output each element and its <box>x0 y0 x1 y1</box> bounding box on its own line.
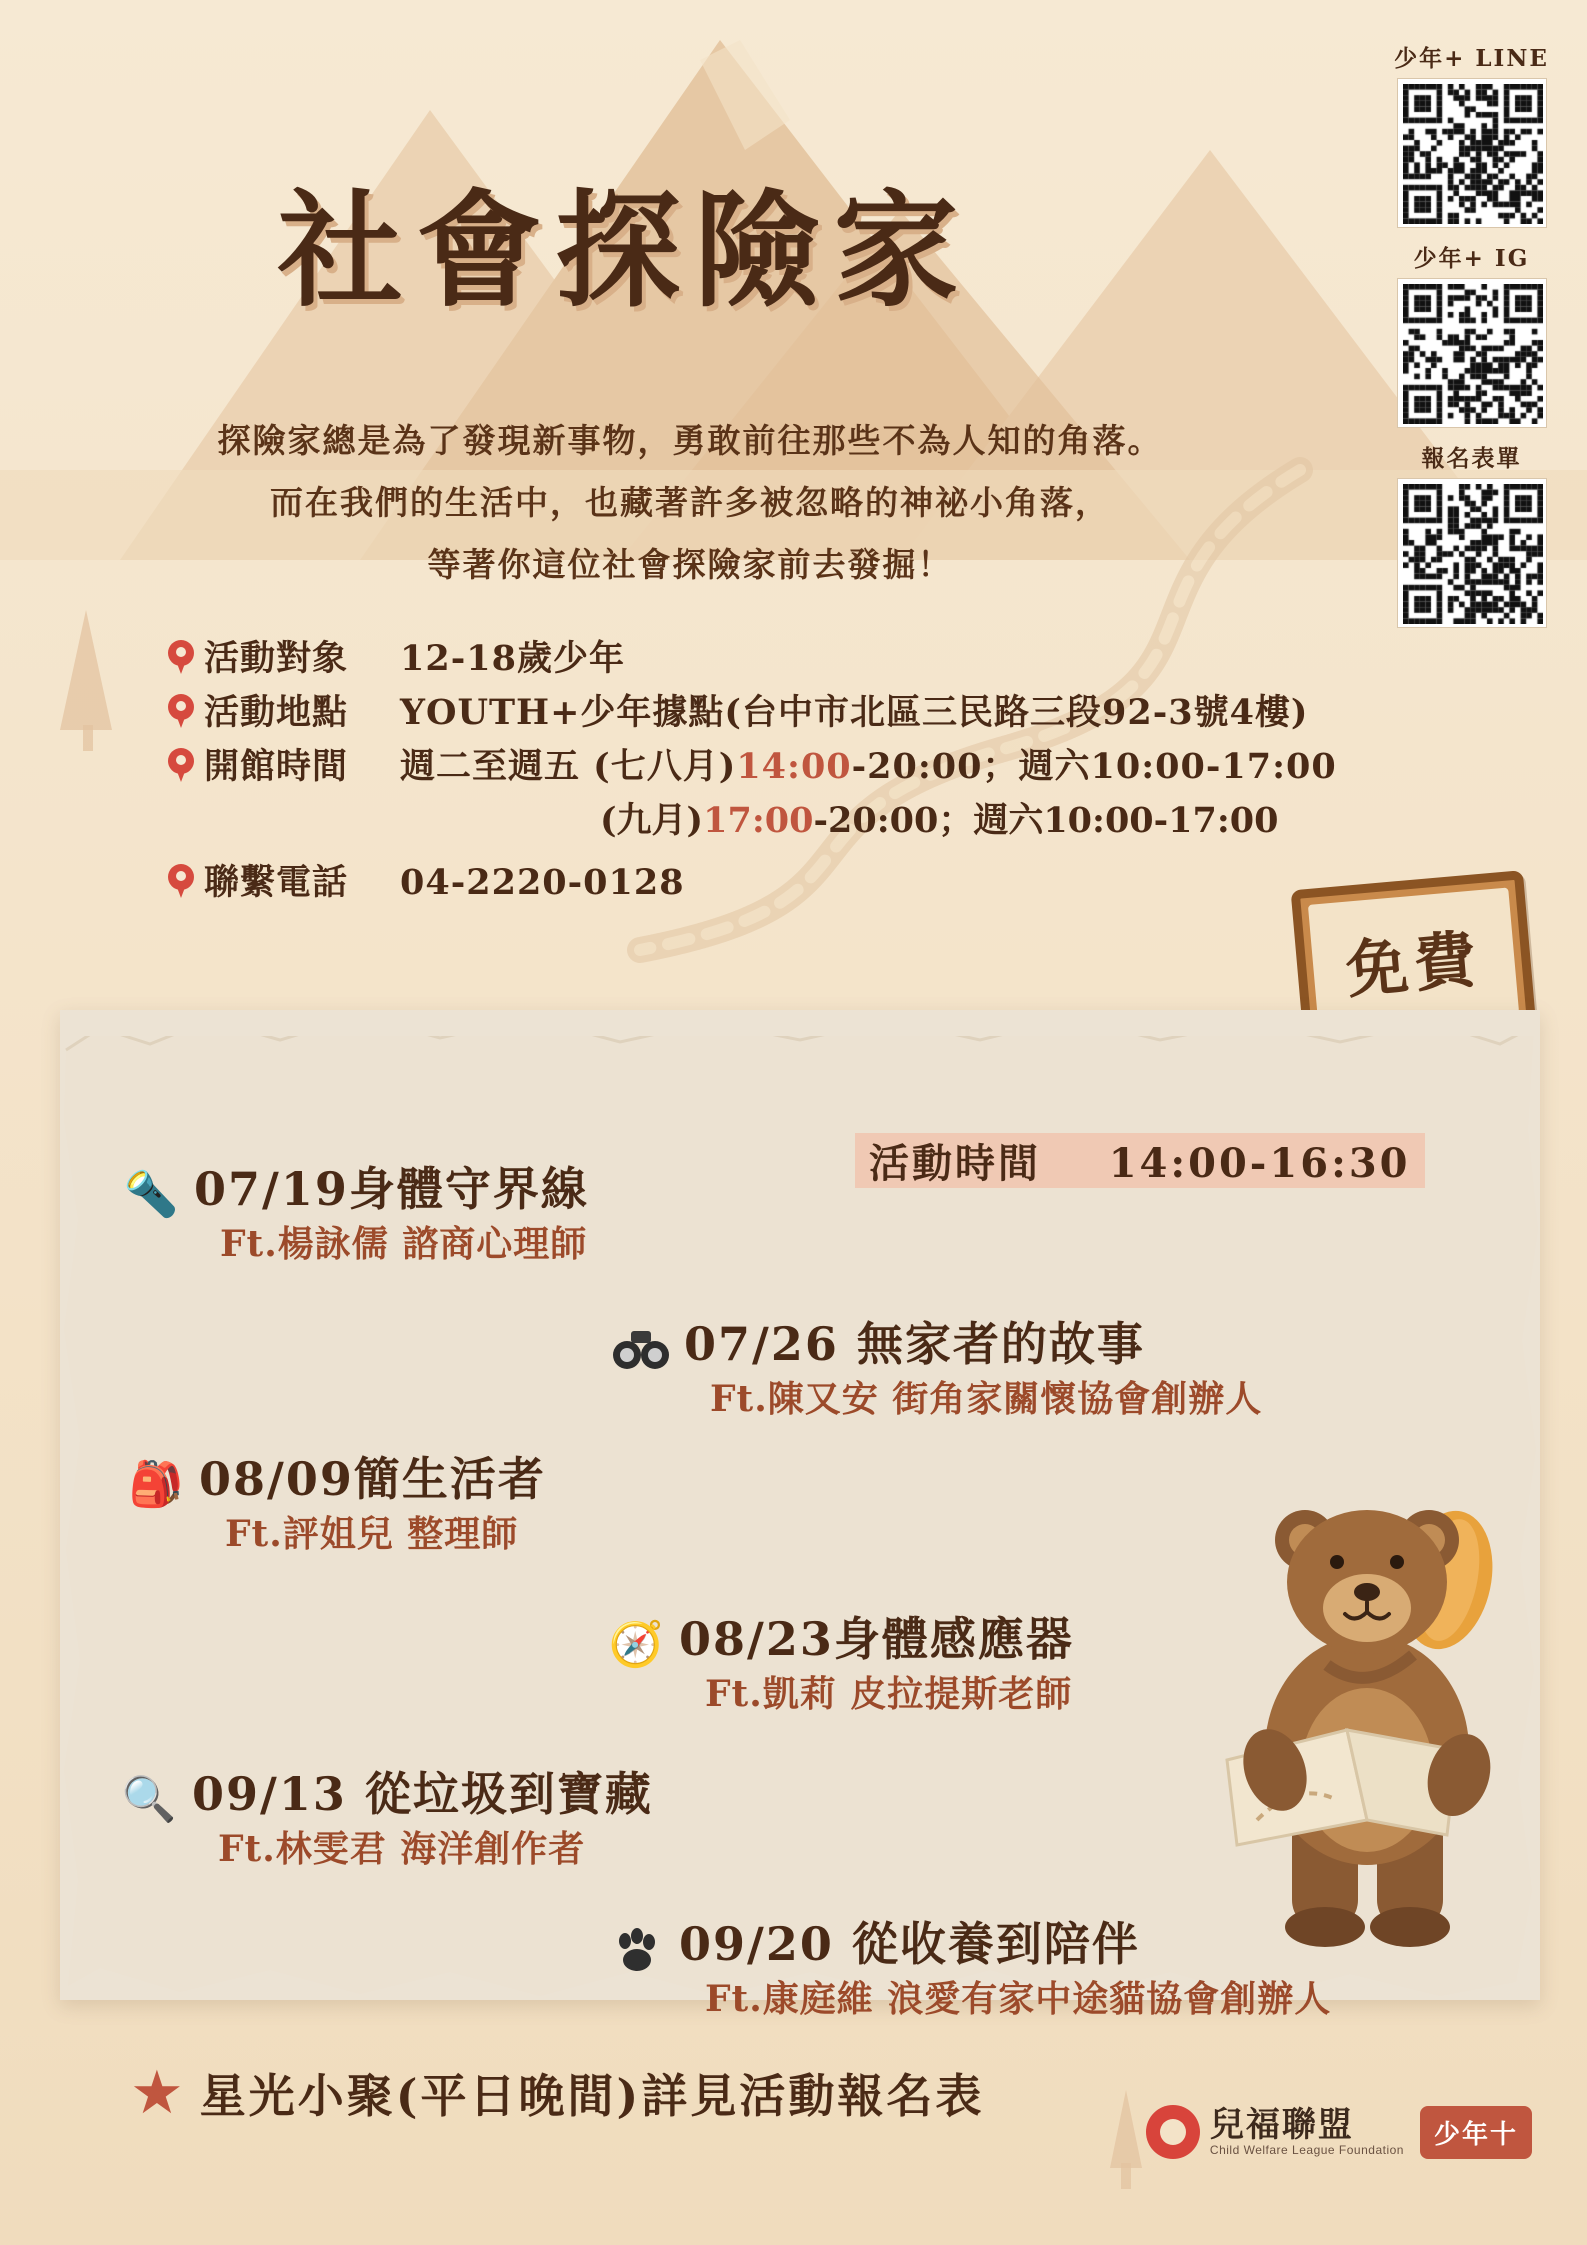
hours-sep-suffix: -20:00；週六10:00-17:00 <box>813 800 1279 841</box>
session-date: 09/20 <box>679 1917 834 1971</box>
footnote-text: 星光小聚(平日晚間)詳見活動報名表 <box>199 2069 985 2123</box>
qr-label-ig: 少年+ IG <box>1413 245 1530 272</box>
intro-line-3: 等著你這位社會探險家前去發掘！ <box>427 545 953 584</box>
session-speaker: Ft.凱莉 皮拉提斯老師 <box>705 1673 1073 1715</box>
info-label-venue: 活動地點 <box>204 692 349 733</box>
qr-label-form: 報名表單 <box>1421 445 1522 472</box>
hours-prefix: 週二至週五 (七八月) <box>400 746 737 787</box>
cwlf-name-en: Child Welfare League Foundation <box>1209 2143 1404 2157</box>
info-value-venue: YOUTH+少年據點(台中市北區三民路三段92-3號4樓) <box>400 692 1309 733</box>
magnifier-icon: 🔍 <box>121 1775 177 1824</box>
session-item <box>610 1315 1262 1425</box>
location-pin-icon <box>168 694 194 730</box>
qr-code-icon[interactable] <box>1397 78 1547 228</box>
intro-line-2: 而在我們的生活中，也藏著許多被忽略的神祕小角落， <box>270 483 1110 522</box>
session-name: 身體感應器 <box>833 1612 1074 1666</box>
youth-plus-badge: 少年十 <box>1420 2106 1532 2159</box>
page-title: 社會探險家 <box>277 178 973 324</box>
qr-block-ig[interactable] <box>1384 240 1559 428</box>
session-name: 無家者的故事 <box>856 1317 1145 1371</box>
session-title <box>199 1452 546 1506</box>
session-date: 09/13 <box>192 1767 347 1821</box>
cwlf-name: 兒福聯盟 <box>1209 2105 1354 2145</box>
session-date: 07/19 <box>194 1162 349 1216</box>
session-item <box>120 1160 589 1270</box>
session-date: 08/09 <box>199 1452 354 1506</box>
hours-suffix: -20:00；週六10:00-17:00 <box>851 746 1337 787</box>
footer-logos <box>1146 2105 1532 2159</box>
session-name: 身體守界線 <box>348 1162 589 1216</box>
cwlf-mark-icon <box>1146 2105 1200 2159</box>
location-pin-icon <box>168 640 194 676</box>
info-row-audience <box>168 632 1498 686</box>
location-pin-icon <box>168 864 194 900</box>
hours-highlight: 14:00 <box>736 746 852 787</box>
tree-icon <box>1110 2090 1142 2168</box>
session-title <box>684 1317 1145 1371</box>
star-icon: ★ <box>130 2059 184 2126</box>
info-list <box>168 632 1498 910</box>
location-pin-icon <box>168 748 194 784</box>
qr-block-line[interactable] <box>1384 40 1559 228</box>
session-speaker: Ft.陳又安 街角家關懷協會創辦人 <box>710 1378 1263 1420</box>
session-title <box>194 1162 589 1216</box>
session-name: 簡生活者 <box>353 1452 546 1506</box>
footnote <box>130 2060 984 2126</box>
info-row-hours-september <box>600 794 1498 848</box>
intro-paragraph <box>100 410 1280 596</box>
session-speaker: Ft.評姐兒 整理師 <box>225 1513 519 1555</box>
paw-print-icon <box>605 1919 667 1981</box>
tree-icon <box>60 610 112 730</box>
free-label: 免費 <box>1308 887 1519 1030</box>
info-label-hours: 開館時間 <box>204 746 349 787</box>
session-item <box>125 1450 546 1560</box>
intro-line-1: 探險家總是為了發現新事物，勇敢前往那些不為人知的角落。 <box>217 421 1163 460</box>
session-title <box>679 1612 1074 1666</box>
flashlight-icon: 🔦 <box>123 1170 179 1219</box>
hours-sep-prefix: (九月) <box>600 800 704 841</box>
info-label-audience: 活動對象 <box>204 638 349 679</box>
session-date: 07/26 <box>684 1317 839 1371</box>
event-time-banner <box>855 1128 1425 1193</box>
session-name: 從垃圾到寶藏 <box>364 1767 653 1821</box>
qr-block-form[interactable] <box>1384 440 1559 628</box>
hours-sep-highlight: 17:00 <box>703 800 814 841</box>
qr-panel <box>1384 40 1559 640</box>
compass-icon: 🧭 <box>608 1620 664 1669</box>
backpack-icon: 🎒 <box>128 1460 184 1509</box>
qr-code-icon[interactable] <box>1397 278 1547 428</box>
info-value-hours <box>400 740 1498 794</box>
info-value-phone: 04-2220-0128 <box>400 862 685 903</box>
session-speaker: Ft.林雯君 海洋創作者 <box>218 1828 586 1870</box>
session-title <box>679 1917 1140 1971</box>
info-value-audience: 12-18歲少年 <box>400 638 625 679</box>
qr-code-icon[interactable] <box>1397 478 1547 628</box>
session-speaker: Ft.楊詠儒 諮商心理師 <box>220 1223 588 1265</box>
bear-illustration <box>1197 1430 1537 1950</box>
event-time-value: 14:00-16:30 <box>1108 1140 1411 1187</box>
tree-trunk <box>83 725 93 751</box>
session-speaker: Ft.康庭維 浪愛有家中途貓協會創辦人 <box>705 1978 1332 2020</box>
event-time-label: 活動時間 <box>869 1140 1041 1187</box>
info-row-venue <box>168 686 1498 740</box>
session-name: 從收養到陪伴 <box>851 1917 1140 1971</box>
tree-trunk <box>1121 2163 1131 2189</box>
session-item <box>118 1765 653 1875</box>
binoculars-icon <box>610 1319 672 1381</box>
info-label-phone: 聯繫電話 <box>204 862 349 903</box>
session-date: 08/23 <box>679 1612 834 1666</box>
info-row-hours <box>168 740 1498 794</box>
session-title <box>192 1767 653 1821</box>
qr-label-line: 少年+ LINE <box>1394 45 1549 72</box>
session-item <box>605 1610 1074 1720</box>
cwlf-logo <box>1146 2105 1404 2159</box>
